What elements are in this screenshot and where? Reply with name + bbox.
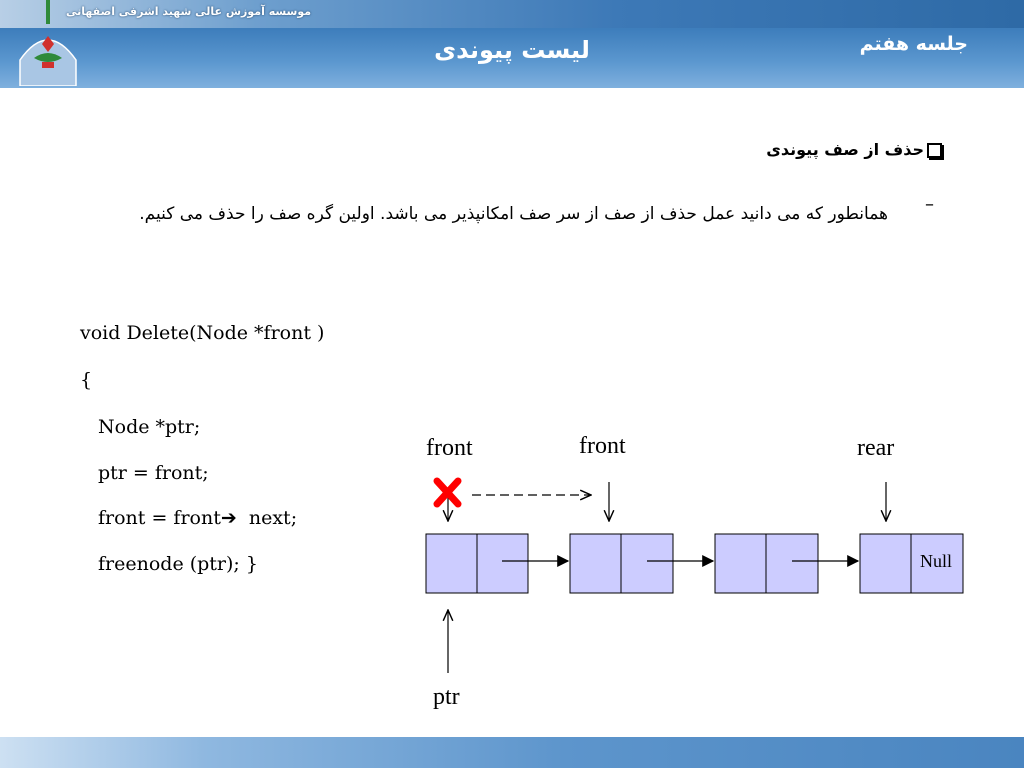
description-paragraph: همانطور که می دانید عمل حذف از صف از سر صف امکانپذیر می باشد. اولین گره صف را حذف می کنیم. <box>139 204 888 224</box>
label-ptr: ptr <box>433 684 460 710</box>
code-line-2: { <box>80 369 93 391</box>
footer-bar <box>0 737 1024 768</box>
slide-title: لیست پیوندی <box>434 36 590 64</box>
list-node-3 <box>715 534 818 593</box>
label-null: Null <box>920 551 953 571</box>
code-line-6: freenode (ptr); } <box>98 553 258 575</box>
code-line-5-part-a: front = front <box>98 507 221 529</box>
dash-marker: – <box>925 194 934 215</box>
label-rear: rear <box>857 435 895 461</box>
arrow-right-icon: ➔ <box>220 507 237 529</box>
bullet-heading: حذف از صف پیوندی <box>766 140 924 159</box>
list-node-2 <box>570 534 673 593</box>
code-line-4: ptr = front; <box>98 462 209 484</box>
code-line-1: void Delete(Node *front ) <box>80 322 325 344</box>
label-front-new: front <box>579 433 626 459</box>
label-front-old: front <box>426 435 473 461</box>
list-node-1 <box>426 534 528 593</box>
session-label: جلسه هفتم <box>859 33 968 55</box>
code-line-5-part-b: next; <box>236 507 298 529</box>
institution-name: موسسه آموزش عالی شهید اشرفی اصفهانی <box>66 5 312 18</box>
code-line-3: Node *ptr; <box>98 416 201 438</box>
